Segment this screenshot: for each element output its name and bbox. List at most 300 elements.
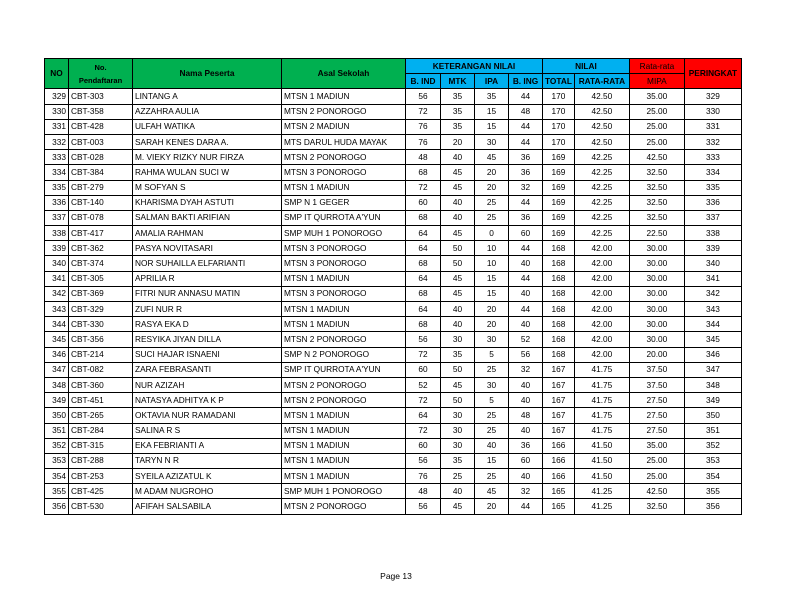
cell-ipa: 30 — [475, 377, 509, 392]
cell-registration: CBT-384 — [69, 165, 133, 180]
cell-rank: 348 — [684, 377, 741, 392]
cell-ipa: 25 — [475, 362, 509, 377]
cell-bind: 64 — [406, 408, 441, 423]
table-row — [45, 241, 742, 256]
cell-no: 333 — [45, 150, 69, 165]
cell-school: MTSN 1 MADIUN — [282, 302, 406, 317]
cell-registration: CBT-003 — [69, 134, 133, 149]
cell-school: MTSN 3 PONOROGO — [282, 241, 406, 256]
cell-average: 42.25 — [574, 165, 629, 180]
cell-average: 42.50 — [574, 134, 629, 149]
cell-bing: 40 — [509, 469, 543, 484]
table-row — [45, 453, 742, 468]
page-number: Page 13 — [380, 571, 412, 581]
cell-bind: 56 — [406, 499, 441, 514]
cell-rank: 346 — [684, 347, 741, 362]
cell-average: 42.00 — [574, 332, 629, 347]
table-row — [45, 210, 742, 225]
table-row — [45, 484, 742, 499]
cell-bing: 32 — [509, 180, 543, 195]
cell-school: SMP N 1 GEGER — [282, 195, 406, 210]
cell-average: 41.25 — [574, 484, 629, 499]
table-row — [45, 469, 742, 484]
cell-mipa: 32.50 — [629, 180, 684, 195]
cell-name: SALMAN BAKTI ARIFIAN — [133, 210, 282, 225]
cell-no: 348 — [45, 377, 69, 392]
cell-name: TARYN N R — [133, 453, 282, 468]
cell-bind: 64 — [406, 271, 441, 286]
cell-ipa: 35 — [475, 89, 509, 104]
cell-ipa: 40 — [475, 438, 509, 453]
cell-name: RASYA EKA D — [133, 317, 282, 332]
col-registration-header — [69, 59, 133, 89]
cell-ipa: 25 — [475, 408, 509, 423]
cell-mtk: 35 — [441, 453, 475, 468]
cell-average: 42.00 — [574, 271, 629, 286]
cell-bind: 72 — [406, 104, 441, 119]
cell-total: 166 — [543, 469, 575, 484]
cell-rank: 335 — [684, 180, 741, 195]
cell-no: 356 — [45, 499, 69, 514]
cell-bind: 76 — [406, 119, 441, 134]
cell-registration: CBT-358 — [69, 104, 133, 119]
cell-registration: CBT-369 — [69, 286, 133, 301]
cell-name: RESYIKA JIYAN DILLA — [133, 332, 282, 347]
cell-name: NATASYA ADHITYA K P — [133, 393, 282, 408]
cell-ipa: 20 — [475, 180, 509, 195]
cell-bing: 48 — [509, 408, 543, 423]
cell-bing: 40 — [509, 393, 543, 408]
cell-registration: CBT-214 — [69, 347, 133, 362]
cell-registration: CBT-330 — [69, 317, 133, 332]
cell-average: 42.25 — [574, 180, 629, 195]
cell-bind: 64 — [406, 241, 441, 256]
cell-rank: 330 — [684, 104, 741, 119]
cell-registration: CBT-303 — [69, 89, 133, 104]
table-row — [45, 438, 742, 453]
cell-ipa: 5 — [475, 393, 509, 408]
cell-mtk: 45 — [441, 286, 475, 301]
cell-total: 167 — [543, 408, 575, 423]
cell-no: 330 — [45, 104, 69, 119]
cell-no: 334 — [45, 165, 69, 180]
cell-total: 165 — [543, 484, 575, 499]
cell-no: 339 — [45, 241, 69, 256]
cell-name: NUR AZIZAH — [133, 377, 282, 392]
cell-total: 167 — [543, 377, 575, 392]
cell-bing: 36 — [509, 210, 543, 225]
cell-school: SMP MUH 1 PONOROGO — [282, 484, 406, 499]
cell-bing: 60 — [509, 226, 543, 241]
cell-mipa: 27.50 — [629, 408, 684, 423]
cell-name: SARAH KENES DARA A. — [133, 134, 282, 149]
cell-total: 167 — [543, 393, 575, 408]
cell-average: 42.00 — [574, 241, 629, 256]
col-name-header: Nama Peserta — [133, 59, 282, 89]
cell-no: 343 — [45, 302, 69, 317]
col-total-header: TOTAL — [543, 74, 575, 89]
cell-no: 332 — [45, 134, 69, 149]
cell-mipa: 25.00 — [629, 119, 684, 134]
cell-total: 166 — [543, 438, 575, 453]
col-no-header: NO — [45, 59, 69, 89]
header-row-1 — [45, 59, 742, 74]
cell-mtk: 40 — [441, 195, 475, 210]
cell-registration: CBT-530 — [69, 499, 133, 514]
cell-ipa: 15 — [475, 119, 509, 134]
cell-school: MTSN 2 PONOROGO — [282, 377, 406, 392]
cell-bind: 76 — [406, 469, 441, 484]
cell-school: MTSN 1 MADIUN — [282, 469, 406, 484]
cell-no: 335 — [45, 180, 69, 195]
cell-mipa: 27.50 — [629, 393, 684, 408]
cell-bing: 44 — [509, 195, 543, 210]
cell-registration: CBT-374 — [69, 256, 133, 271]
cell-ipa: 25 — [475, 423, 509, 438]
cell-ipa: 15 — [475, 286, 509, 301]
cell-bind: 56 — [406, 453, 441, 468]
cell-registration: CBT-078 — [69, 210, 133, 225]
table-row — [45, 226, 742, 241]
cell-rank: 345 — [684, 332, 741, 347]
cell-mipa: 27.50 — [629, 423, 684, 438]
cell-name: M ADAM NUGROHO — [133, 484, 282, 499]
cell-mipa: 30.00 — [629, 256, 684, 271]
cell-registration: CBT-305 — [69, 271, 133, 286]
cell-school: SMP MUH 1 PONOROGO — [282, 226, 406, 241]
cell-name: AZZAHRA AULIA — [133, 104, 282, 119]
cell-name: FITRI NUR ANNASU MATIN — [133, 286, 282, 301]
cell-mtk: 45 — [441, 377, 475, 392]
cell-bing: 32 — [509, 362, 543, 377]
cell-registration: CBT-417 — [69, 226, 133, 241]
cell-ipa: 30 — [475, 134, 509, 149]
cell-total: 168 — [543, 347, 575, 362]
cell-rank: 349 — [684, 393, 741, 408]
cell-name: LINTANG A — [133, 89, 282, 104]
cell-bing: 44 — [509, 241, 543, 256]
col-rank-header: PERINGKAT — [684, 59, 741, 89]
cell-total: 167 — [543, 423, 575, 438]
cell-mipa: 42.50 — [629, 484, 684, 499]
cell-no: 338 — [45, 226, 69, 241]
cell-name: ZARA FEBRASANTI — [133, 362, 282, 377]
cell-total: 170 — [543, 134, 575, 149]
cell-mipa: 37.50 — [629, 377, 684, 392]
cell-total: 168 — [543, 241, 575, 256]
cell-registration: CBT-356 — [69, 332, 133, 347]
cell-name: KHARISMA DYAH ASTUTI — [133, 195, 282, 210]
table-row — [45, 317, 742, 332]
cell-rank: 339 — [684, 241, 741, 256]
cell-average: 41.75 — [574, 377, 629, 392]
results-table — [44, 58, 742, 515]
cell-mtk: 20 — [441, 134, 475, 149]
cell-average: 42.00 — [574, 286, 629, 301]
cell-rank: 343 — [684, 302, 741, 317]
cell-average: 41.25 — [574, 499, 629, 514]
table-row — [45, 119, 742, 134]
table-row — [45, 377, 742, 392]
cell-mtk: 45 — [441, 165, 475, 180]
cell-average: 41.75 — [574, 408, 629, 423]
cell-school: MTSN 1 MADIUN — [282, 408, 406, 423]
cell-average: 42.50 — [574, 104, 629, 119]
cell-no: 349 — [45, 393, 69, 408]
cell-school: MTSN 3 PONOROGO — [282, 286, 406, 301]
cell-ipa: 10 — [475, 256, 509, 271]
cell-rank: 340 — [684, 256, 741, 271]
cell-bind: 56 — [406, 89, 441, 104]
cell-ipa: 30 — [475, 332, 509, 347]
cell-name: RAHMA WULAN SUCI W — [133, 165, 282, 180]
cell-mipa: 30.00 — [629, 302, 684, 317]
cell-average: 41.50 — [574, 438, 629, 453]
table-row — [45, 256, 742, 271]
cell-no: 336 — [45, 195, 69, 210]
table-row — [45, 332, 742, 347]
cell-bind: 68 — [406, 256, 441, 271]
cell-school: MTSN 1 MADIUN — [282, 317, 406, 332]
cell-name: ULFAH WATIKA — [133, 119, 282, 134]
cell-registration: CBT-329 — [69, 302, 133, 317]
cell-rank: 350 — [684, 408, 741, 423]
cell-mtk: 35 — [441, 104, 475, 119]
cell-school: MTSN 1 MADIUN — [282, 180, 406, 195]
cell-ipa: 45 — [475, 150, 509, 165]
cell-rank: 352 — [684, 438, 741, 453]
cell-mipa: 25.00 — [629, 134, 684, 149]
cell-ipa: 45 — [475, 484, 509, 499]
cell-ipa: 20 — [475, 302, 509, 317]
cell-bind: 48 — [406, 484, 441, 499]
cell-ipa: 25 — [475, 195, 509, 210]
cell-school: MTSN 3 PONOROGO — [282, 165, 406, 180]
table-row — [45, 347, 742, 362]
cell-rank: 337 — [684, 210, 741, 225]
cell-mtk: 50 — [441, 393, 475, 408]
cell-rank: 329 — [684, 89, 741, 104]
cell-mipa: 32.50 — [629, 195, 684, 210]
cell-mtk: 25 — [441, 469, 475, 484]
cell-total: 166 — [543, 453, 575, 468]
cell-name: NOR SUHAILLA ELFARIANTI — [133, 256, 282, 271]
cell-average: 41.50 — [574, 453, 629, 468]
cell-school: MTSN 1 MADIUN — [282, 453, 406, 468]
cell-name: PASYA NOVITASARI — [133, 241, 282, 256]
cell-rank: 341 — [684, 271, 741, 286]
cell-name: AMALIA RAHMAN — [133, 226, 282, 241]
cell-total: 169 — [543, 180, 575, 195]
cell-bing: 36 — [509, 438, 543, 453]
cell-bind: 64 — [406, 302, 441, 317]
cell-bind: 60 — [406, 195, 441, 210]
col-bing-header: B. ING — [509, 74, 543, 89]
cell-bind: 72 — [406, 393, 441, 408]
cell-mipa: 22.50 — [629, 226, 684, 241]
cell-average: 41.75 — [574, 393, 629, 408]
cell-name: M SOFYAN S — [133, 180, 282, 195]
cell-bing: 40 — [509, 377, 543, 392]
cell-name: SYEILA AZIZATUL K — [133, 469, 282, 484]
cell-average: 41.75 — [574, 362, 629, 377]
cell-bing: 36 — [509, 165, 543, 180]
cell-average: 42.00 — [574, 302, 629, 317]
cell-no: 341 — [45, 271, 69, 286]
cell-no: 351 — [45, 423, 69, 438]
cell-mtk: 35 — [441, 119, 475, 134]
cell-school: MTSN 1 MADIUN — [282, 89, 406, 104]
cell-mipa: 30.00 — [629, 286, 684, 301]
cell-school: MTSN 3 PONOROGO — [282, 256, 406, 271]
cell-ipa: 15 — [475, 453, 509, 468]
cell-rank: 332 — [684, 134, 741, 149]
cell-bing: 44 — [509, 302, 543, 317]
cell-total: 168 — [543, 332, 575, 347]
cell-registration: CBT-451 — [69, 393, 133, 408]
cell-mtk: 30 — [441, 332, 475, 347]
cell-no: 342 — [45, 286, 69, 301]
cell-registration: CBT-253 — [69, 469, 133, 484]
cell-bing: 40 — [509, 256, 543, 271]
cell-ipa: 20 — [475, 499, 509, 514]
table-row — [45, 423, 742, 438]
cell-mtk: 50 — [441, 362, 475, 377]
cell-no: 353 — [45, 453, 69, 468]
cell-rank: 344 — [684, 317, 741, 332]
cell-average: 42.25 — [574, 195, 629, 210]
cell-school: MTSN 1 MADIUN — [282, 438, 406, 453]
cell-average: 42.00 — [574, 256, 629, 271]
cell-registration: CBT-082 — [69, 362, 133, 377]
cell-ipa: 25 — [475, 210, 509, 225]
cell-average: 42.25 — [574, 150, 629, 165]
cell-total: 170 — [543, 119, 575, 134]
table-row — [45, 134, 742, 149]
cell-total: 169 — [543, 226, 575, 241]
cell-bing: 44 — [509, 119, 543, 134]
cell-bing: 40 — [509, 286, 543, 301]
cell-mipa: 30.00 — [629, 317, 684, 332]
cell-total: 170 — [543, 104, 575, 119]
cell-bing: 32 — [509, 484, 543, 499]
registration-header-line1: No. — [94, 62, 107, 72]
cell-name: APRILIA R — [133, 271, 282, 286]
cell-school: MTSN 2 PONOROGO — [282, 150, 406, 165]
cell-bing: 44 — [509, 499, 543, 514]
cell-total: 168 — [543, 271, 575, 286]
cell-bing: 48 — [509, 104, 543, 119]
cell-name: SALINA R S — [133, 423, 282, 438]
cell-mtk: 40 — [441, 317, 475, 332]
cell-average: 41.50 — [574, 469, 629, 484]
cell-registration: CBT-425 — [69, 484, 133, 499]
table-row — [45, 150, 742, 165]
cell-mtk: 40 — [441, 150, 475, 165]
cell-bind: 68 — [406, 286, 441, 301]
cell-mtk: 35 — [441, 347, 475, 362]
table-row — [45, 362, 742, 377]
cell-name: EKA FEBRIANTI A — [133, 438, 282, 453]
cell-ipa: 15 — [475, 104, 509, 119]
cell-no: 344 — [45, 317, 69, 332]
cell-rank: 338 — [684, 226, 741, 241]
table-row — [45, 286, 742, 301]
cell-school: MTS DARUL HUDA MAYAK — [282, 134, 406, 149]
cell-mipa: 25.00 — [629, 469, 684, 484]
cell-ipa: 25 — [475, 469, 509, 484]
cell-average: 42.00 — [574, 317, 629, 332]
registration-header-line2: Pendaftaran — [78, 75, 123, 85]
table-row — [45, 499, 742, 514]
cell-total: 168 — [543, 286, 575, 301]
cell-registration: CBT-360 — [69, 377, 133, 392]
col-mtk-header: MTK — [441, 74, 475, 89]
table-row — [45, 393, 742, 408]
cell-rank: 331 — [684, 119, 741, 134]
cell-mtk: 50 — [441, 241, 475, 256]
cell-registration: CBT-288 — [69, 453, 133, 468]
cell-mipa: 32.50 — [629, 210, 684, 225]
cell-bing: 40 — [509, 423, 543, 438]
cell-bing: 44 — [509, 89, 543, 104]
cell-total: 169 — [543, 210, 575, 225]
cell-bing: 52 — [509, 332, 543, 347]
cell-name: OKTAVIA NUR RAMADANI — [133, 408, 282, 423]
cell-name: AFIFAH SALSABILA — [133, 499, 282, 514]
cell-school: SMP IT QURROTA A'YUN — [282, 210, 406, 225]
col-mipa-header: MIPA — [629, 74, 684, 89]
cell-mipa: 37.50 — [629, 362, 684, 377]
cell-bing: 36 — [509, 150, 543, 165]
cell-ipa: 10 — [475, 241, 509, 256]
cell-no: 345 — [45, 332, 69, 347]
table-row — [45, 271, 742, 286]
cell-mipa: 42.50 — [629, 150, 684, 165]
cell-ipa: 5 — [475, 347, 509, 362]
cell-bind: 52 — [406, 377, 441, 392]
cell-mtk: 30 — [441, 408, 475, 423]
cell-total: 168 — [543, 256, 575, 271]
cell-total: 168 — [543, 317, 575, 332]
cell-name: M. VIEKY RIZKY NUR FIRZA — [133, 150, 282, 165]
cell-mipa: 20.00 — [629, 347, 684, 362]
cell-average: 42.25 — [574, 210, 629, 225]
cell-school: MTSN 2 MADIUN — [282, 119, 406, 134]
cell-mtk: 40 — [441, 302, 475, 317]
cell-school: MTSN 2 PONOROGO — [282, 499, 406, 514]
rata-rata-header: Rata-rata — [629, 59, 684, 74]
cell-no: 350 — [45, 408, 69, 423]
cell-registration: CBT-279 — [69, 180, 133, 195]
cell-mipa: 32.50 — [629, 499, 684, 514]
cell-mtk: 30 — [441, 438, 475, 453]
cell-rank: 351 — [684, 423, 741, 438]
cell-school: MTSN 1 MADIUN — [282, 423, 406, 438]
cell-no: 340 — [45, 256, 69, 271]
cell-registration: CBT-284 — [69, 423, 133, 438]
table-row — [45, 408, 742, 423]
cell-total: 169 — [543, 165, 575, 180]
cell-registration: CBT-428 — [69, 119, 133, 134]
cell-name: SUCI HAJAR ISNAENI — [133, 347, 282, 362]
cell-bind: 60 — [406, 438, 441, 453]
cell-no: 331 — [45, 119, 69, 134]
cell-mipa: 30.00 — [629, 271, 684, 286]
cell-average: 42.25 — [574, 226, 629, 241]
cell-school: SMP IT QURROTA A'YUN — [282, 362, 406, 377]
scores-group-header: KETERANGAN NILAI — [406, 59, 543, 74]
